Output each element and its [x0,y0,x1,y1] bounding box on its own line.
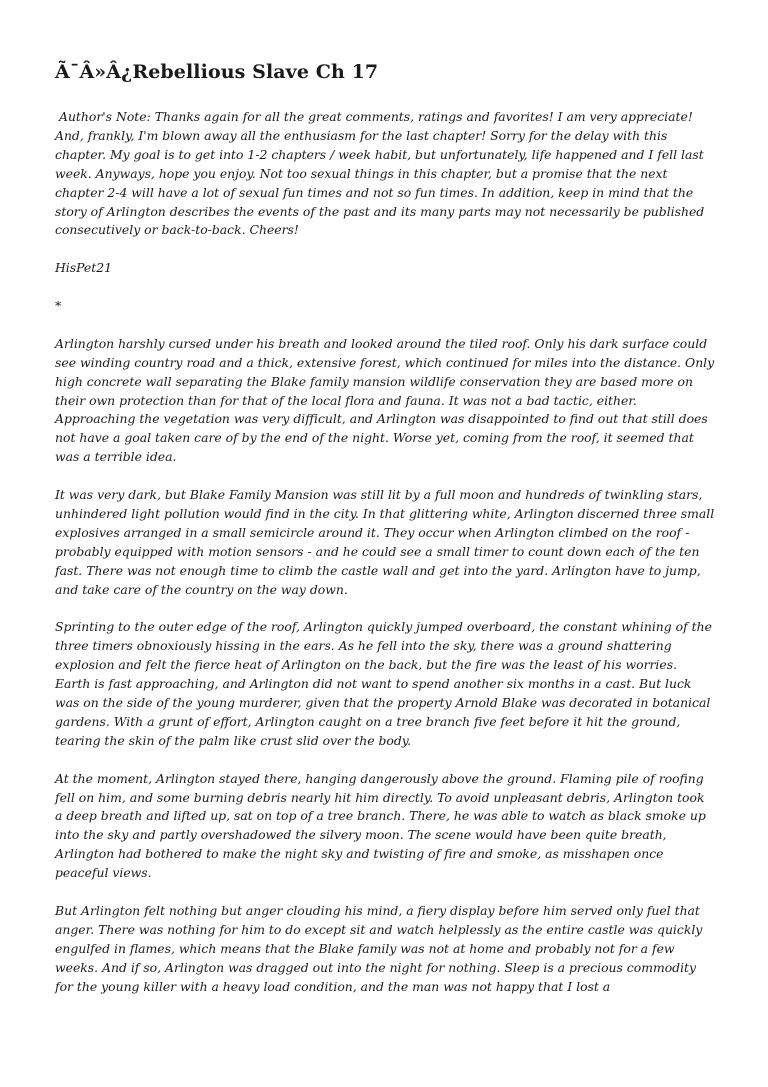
story-paragraph-2: It was very dark, but Blake Family Mansion was still lit by a full moon and hundreds of twinkling stars, unhindered light pollution would find in the city. In that glittering white, Arlington discerned three small explosives arranged in a small semicircle around it. They occur when Arlington climbed on the roof - probably equipped with motion sensors - and he could see a small timer to count down each of the ten fast. There was not enough time to climb the castle wall and get into the yard. Arlington have to jump, and take care of the country on the way down. [55,487,715,597]
story-paragraph-3: Sprinting to the outer edge of the roof, Arlington quickly jumped overboard, the constant whining of the three timers obnoxiously hissing in the ears. As he fell into the sky, there was a ground shattering explosion and felt the fierce heat of Arlington on the back, but the fire was the least of his worries. Earth is fast approaching, and Arlington did not want to spend another six months in a cast. But luck was on the side of the young murderer, given that the property Arnold Blake was decorated in botanical gardens. With a grunt of effort, Arlington caught on a tree branch five feet before it hit the ground, tearing the skin of the palm like crust slid over the body. [55,619,712,748]
story-paragraph-1: Arlington harshly cursed under his breath and looked around the tiled roof. Only his dark surface could see winding country road and a thick, extensive forest, which continued for miles into the distance. Only high concrete wall separating the Blake family mansion wildlife conservation they are based more on their own protection than for that of the local flora and fauna. It was not a bad tactic, either. Approaching the vegetation was very difficult, and Arlington was disappointed to find out that still does not have a goal taken care of by the end of the night. Worse yet, coming from the roof, it seemed that was a terrible idea. [55,335,715,465]
page-title: Ã¯Â»Â¿Rebellious Slave Ch 17 [55,61,379,83]
story-paragraph-5: But Arlington felt nothing but anger clouding his mind, a fiery display before him served only fuel that anger. There was nothing for him to do except sit and watch helplessly as the entire castle was quickly engulfed in flames, which means that the Blake family was not at home and probably not for a few weeks. And if so, Arlington was dragged out into the night for nothing. Sleep is a precious commodity for the young killer with a heavy load condition, and the man was not happy that I lost a [55,902,703,994]
author-signature: HisPet21 [55,260,112,276]
section-separator: * [55,298,62,314]
authors-note-paragraph: Author's Note: Thanks again for all the great comments, ratings and favorites! I am very appreciate! And, frankly, I'm blown away all the enthusiasm for the last chapter! Sorry for the delay with this chapter. My goal is to get into 1-2 chapters / week habit, but unfortunately, life happened and I fell last week. Anyways, hope you enjoy. Not too sexual things in this chapter, but a promise that the next chapter 2-4 will have a lot of sexual fun times and not so fun times. In addition, keep in mind that the story of Arlington describes the events of the past and its many parts may not necessarily be published consecutively or back-to-back. Cheers! [55,109,705,238]
document-page [55,58,715,1015]
story-paragraph-4: At the moment, Arlington stayed there, hanging dangerously above the ground. Flaming pile of roofing fell on him, and some burning debris nearly hit him directly. To avoid unpleasant debris, Arlington took a deep breath and lifted up, sat on top of a tree branch. There, he was able to watch as black smoke up into the sky and partly overshadowed the silvery moon. The scene would have been quite breath, Arlington had bothered to make the night sky and twisting of fire and smoke, as misshapen once peaceful views. [55,770,706,881]
